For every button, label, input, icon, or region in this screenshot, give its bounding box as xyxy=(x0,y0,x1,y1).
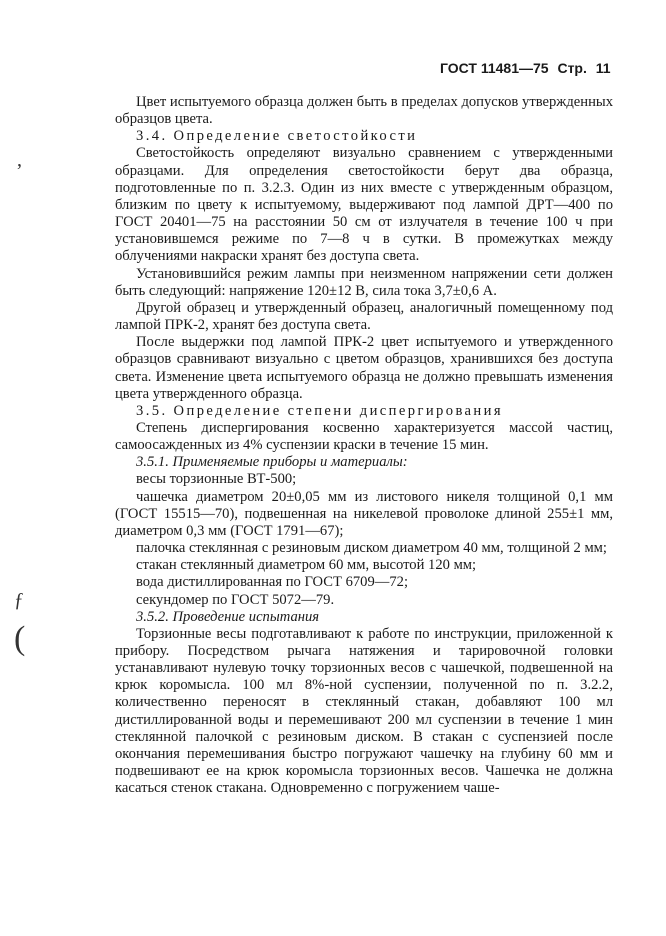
paragraph: Светостойкость определяют визуально сравнением с утвержденными образцами. Для определения светостойкости берут два образца, подготовленные по п. 3.2.3. Один из них вместе с утвержденным образцом, близким по цвету к испытуемому, выдерживают под лампой ДРТ—400 по ГОСТ 20401—75 на расстоянии 50 см от излучателя в течение 100 ч при установившемся режиме по 7—8 ч в сутки. В промежутках между облучениями накраски хранят без доступа света. xyxy=(115,145,613,265)
paragraph: Степень диспергирования косвенно характеризуется массой частиц, самоосажденных из 4% суспензии краски в течение 15 мин. xyxy=(115,419,613,454)
page-header xyxy=(440,60,630,76)
subsection-heading: 3.5.2. Проведение испытания xyxy=(136,608,320,625)
list-item: вода дистиллированная по ГОСТ 6709—72; xyxy=(136,574,408,591)
page-number: 11 xyxy=(595,60,611,76)
section-heading: 3.5. Определение степени диспергирования xyxy=(136,402,503,419)
list-item: секундомер по ГОСТ 5072—79. xyxy=(136,591,335,608)
list-item: палочка стеклянная с резиновым диском диаметром 40 мм, толщиной 2 мм; xyxy=(136,540,607,557)
margin-mark: ƒ xyxy=(14,589,24,611)
subsection-heading: 3.5.1. Применяемые приборы и материалы: xyxy=(136,454,408,471)
gost-number: ГОСТ 11481—75 xyxy=(440,60,549,76)
list-item: весы торзионные ВТ-500; xyxy=(136,471,297,488)
margin-mark: ( xyxy=(14,620,26,657)
paragraph: Другой образец и утвержденный образец, аналогичный помещенному под лампой ПРК-2, хранят без доступа света. xyxy=(115,299,613,334)
margin-mark: ‚ xyxy=(16,149,23,171)
list-item: стакан стеклянный диаметром 60 мм, высотой 120 мм; xyxy=(136,557,477,574)
page-label: Стр. xyxy=(557,60,587,76)
document-body xyxy=(115,94,613,797)
paragraph: Торзионные весы подготавливают к работе по инструкции, приложенной к прибору. Посредством рычага натяжения и тарировочной головки устанавливают нулевую точку торзионных весов с чашечкой, подвешенной на крюк коромысла. 100 мл 8%-ной суспензии, полученной по п. 3.2.2, количественно переносят в стеклянный стакан, добавляют 100 мл дистиллированной воды и перемешивают 200 мл суспензии в течение 1 мин стеклянной палочкой с резиновым диском. В стакан с суспензией после окончания перемешивания быстро погружают чашечку на глубину 60 мм и подвешивают ее на крюк коромысла торзионных весов. Чашечка не должна касаться стенок стакана. Одновременно с погружением чаше- xyxy=(115,625,613,797)
paragraph: После выдержки под лампой ПРК-2 цвет испытуемого и утвержденного образцов сравнивают визуально с цветом образцов, хранившихся без доступа света. Изменение цвета испытуемого образца не должно превышать изменения цвета утвержденного образца. xyxy=(115,334,613,402)
list-item: чашечка диаметром 20±0,05 мм из листового никеля толщиной 0,1 мм (ГОСТ 15515—70), подвешенная на никелевой проволоке длиной 255±1 мм, диаметром 0,3 мм (ГОСТ 1791—67); xyxy=(115,488,613,539)
section-heading: 3.4. Определение светостойкости xyxy=(136,128,418,145)
paragraph: Цвет испытуемого образца должен быть в пределах допусков утвержденных образцов цвета. xyxy=(115,94,613,128)
paragraph: Установившийся режим лампы при неизменном напряжении сети должен быть следующий: напряжение 120±12 В, сила тока 3,7±0,6 А. xyxy=(115,265,613,299)
